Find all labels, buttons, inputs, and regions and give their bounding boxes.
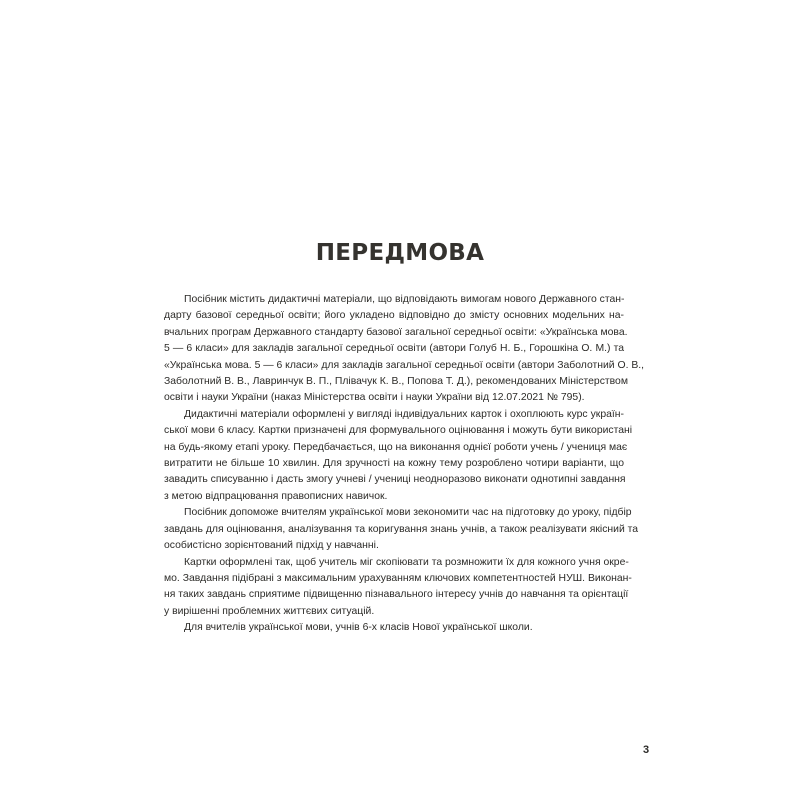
text-line: особистісно зорієнтований підхід у навчанні.: [164, 540, 379, 552]
paragraph: [164, 555, 632, 621]
text-line: 5 — 6 класи» для закладів загальної середньої освіти (автори Голуб Н. Б., Горошкіна О. М.) та: [164, 343, 624, 355]
text-line: на будь-якому етапі уроку. Передбачається, що на виконання однієї роботи учень / учениця має: [164, 441, 628, 453]
text-line: Дидактичні матеріали оформлені у вигляді індивідуальних карток і охоплюють курс україн-: [184, 408, 624, 420]
text-line: з метою відпрацювання правописних навичок.: [164, 490, 388, 502]
text-line: Для вчителів української мови, учнів 6-х класів Нової української школи.: [184, 622, 533, 634]
text-line: Заболотний В. В., Лавринчук В. П., Плівачук К. В., Попова Т. Д.), рекомендованих Міністерством: [164, 376, 628, 388]
paragraph: [164, 620, 624, 636]
text-line: Посібник допоможе вчителям української мови зекономити час на підготовку до уроку, підбір: [184, 507, 632, 519]
text-line: Картки оформлені так, щоб учитель міг скопіювати та розмножити їх для кожного учня окре-: [184, 556, 629, 568]
text-line: у вирішенні проблемних життєвих ситуацій.: [164, 605, 375, 617]
text-line: освіти і науки України (наказ Міністерства освіти і науки України від 12.07.2021 № 795).: [164, 392, 585, 404]
text-line: дарту базової середньої освіти; його укладено відповідно до змісту основних модельних на-: [164, 310, 624, 322]
text-line: завдань для оцінювання, аналізування та коригування знань учнів, а також реалізувати якісний та: [164, 523, 639, 535]
paragraph: [164, 292, 645, 407]
text-line: ня таких завдань сприятиме підвищенню пізнавального інтересу учнів до навчання та орієнтації: [164, 589, 629, 601]
text-line: мо. Завдання підібрані з максимальним урахуванням ключових компетентностей НУШ. Виконан-: [164, 572, 632, 584]
page-title: ПЕРЕДМОВА: [315, 240, 485, 266]
text-line: ської мови 6 класу. Картки призначені для формувального оцінювання і можуть бути використані: [164, 425, 633, 437]
paragraph: [164, 407, 633, 505]
page-number: 3: [643, 744, 650, 756]
text-line: вчальних програм Державного стандарту базової загальної середньої освіти: «Українська мова.: [164, 326, 628, 338]
text-line: Посібник містить дидактичні матеріали, що відповідають вимогам нового Державного стан-: [184, 294, 625, 305]
paragraph: [164, 505, 639, 554]
text-line: витратити не більше 10 хвилин. Для зручності на кожну тему розроблено чотири варіанти, що: [164, 458, 624, 470]
text-line: завадить списуванню і дасть змогу учневі / учениці неодноразово виконати однотипні завдання: [164, 474, 626, 486]
preface-body: [164, 292, 645, 637]
text-line: «Українська мова. 5 — 6 класи» для закладів загальної середньої освіти (автори Заболотний О. В.,: [164, 359, 645, 371]
